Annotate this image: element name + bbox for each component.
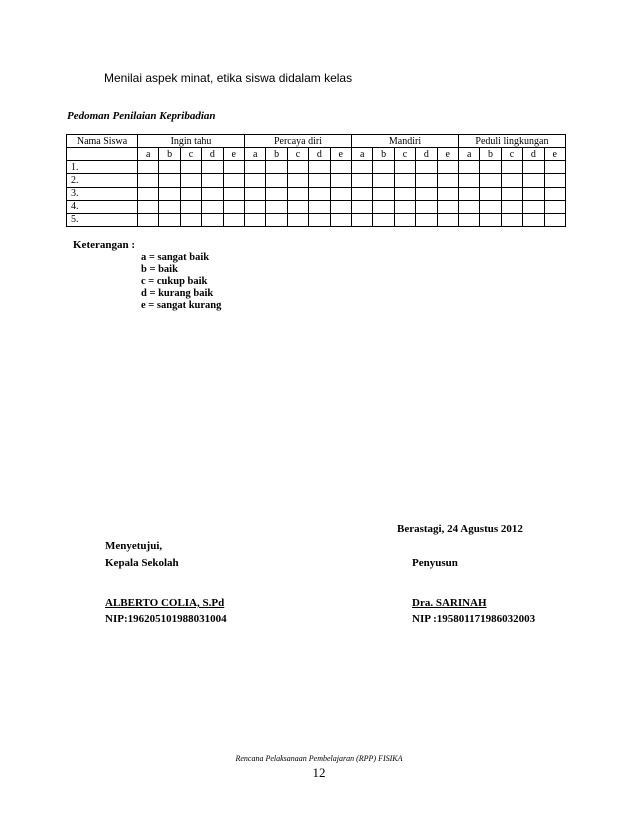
score-cell bbox=[159, 161, 180, 174]
score-cell bbox=[309, 213, 330, 226]
score-cell bbox=[523, 200, 544, 213]
score-cell bbox=[202, 161, 223, 174]
student-number-cell: 2. bbox=[67, 174, 138, 187]
score-cell bbox=[202, 174, 223, 187]
score-cell bbox=[266, 200, 287, 213]
principal-name: ALBERTO COLIA, S.Pd bbox=[105, 597, 225, 609]
score-cell bbox=[287, 161, 308, 174]
score-cell bbox=[352, 213, 373, 226]
legend-list bbox=[141, 252, 221, 312]
score-cell bbox=[266, 161, 287, 174]
score-cell bbox=[138, 213, 159, 226]
grade-subheader: b bbox=[480, 148, 501, 161]
score-cell bbox=[458, 161, 479, 174]
table-header-row bbox=[67, 135, 566, 148]
score-cell bbox=[437, 200, 458, 213]
criteria-group-header: Mandiri bbox=[352, 135, 459, 148]
grade-subheader: b bbox=[373, 148, 394, 161]
score-cell bbox=[287, 213, 308, 226]
name-column-header: Nama Siswa bbox=[67, 135, 138, 148]
score-cell bbox=[266, 213, 287, 226]
score-cell bbox=[202, 200, 223, 213]
score-cell bbox=[458, 213, 479, 226]
score-cell bbox=[501, 200, 522, 213]
grade-subheader: d bbox=[416, 148, 437, 161]
score-cell bbox=[458, 187, 479, 200]
score-cell bbox=[330, 174, 351, 187]
grade-subheader: a bbox=[458, 148, 479, 161]
score-cell bbox=[330, 187, 351, 200]
score-cell bbox=[394, 200, 415, 213]
score-cell bbox=[309, 161, 330, 174]
score-cell bbox=[480, 174, 501, 187]
score-cell bbox=[544, 161, 565, 174]
grade-subheader: c bbox=[394, 148, 415, 161]
legend-item-b: b = baik bbox=[141, 264, 178, 275]
score-cell bbox=[544, 213, 565, 226]
score-cell bbox=[287, 187, 308, 200]
score-cell bbox=[544, 200, 565, 213]
score-cell bbox=[352, 187, 373, 200]
student-number-cell: 4. bbox=[67, 200, 138, 213]
score-cell bbox=[266, 174, 287, 187]
score-cell bbox=[458, 174, 479, 187]
criteria-group-header: Percaya diri bbox=[244, 135, 351, 148]
student-number-cell: 1. bbox=[67, 161, 138, 174]
score-cell bbox=[480, 213, 501, 226]
page-number: 12 bbox=[312, 765, 326, 780]
score-cell bbox=[330, 161, 351, 174]
score-cell bbox=[373, 161, 394, 174]
score-cell bbox=[180, 187, 201, 200]
grade-subheader: a bbox=[138, 148, 159, 161]
legend-item-a: a = sangat baik bbox=[141, 252, 210, 263]
place-date: Berastagi, 24 Agustus 2012 bbox=[397, 523, 523, 535]
author-role: Penyusun bbox=[412, 557, 458, 569]
score-cell bbox=[437, 161, 458, 174]
score-cell bbox=[202, 187, 223, 200]
score-cell bbox=[480, 200, 501, 213]
score-cell bbox=[394, 161, 415, 174]
approve-label: Menyetujui, bbox=[105, 540, 163, 552]
grade-subheader: c bbox=[287, 148, 308, 161]
author-nip: NIP :195801171986032003 bbox=[412, 613, 536, 625]
score-cell bbox=[287, 174, 308, 187]
score-cell bbox=[416, 174, 437, 187]
score-cell bbox=[501, 174, 522, 187]
table-subheader-row bbox=[67, 148, 566, 161]
score-cell bbox=[309, 200, 330, 213]
grade-subheader: e bbox=[437, 148, 458, 161]
score-cell bbox=[352, 161, 373, 174]
score-cell bbox=[223, 161, 244, 174]
score-cell bbox=[523, 161, 544, 174]
score-cell bbox=[223, 174, 244, 187]
name-column-subheader bbox=[67, 148, 138, 161]
grade-subheader: a bbox=[244, 148, 265, 161]
score-cell bbox=[352, 174, 373, 187]
assessment-table bbox=[66, 134, 566, 227]
score-cell bbox=[458, 200, 479, 213]
legend-item-c: c = cukup baik bbox=[141, 276, 208, 287]
table-row bbox=[67, 174, 566, 187]
grade-subheader: e bbox=[544, 148, 565, 161]
score-cell bbox=[373, 200, 394, 213]
grade-subheader: d bbox=[523, 148, 544, 161]
legend-title: Keterangan : bbox=[73, 239, 136, 251]
score-cell bbox=[309, 174, 330, 187]
score-cell bbox=[266, 187, 287, 200]
score-cell bbox=[480, 187, 501, 200]
score-cell bbox=[523, 187, 544, 200]
legend-item-d: d = kurang baik bbox=[141, 288, 214, 299]
student-number-cell: 3. bbox=[67, 187, 138, 200]
score-cell bbox=[373, 187, 394, 200]
score-cell bbox=[437, 213, 458, 226]
score-cell bbox=[180, 200, 201, 213]
score-cell bbox=[394, 187, 415, 200]
score-cell bbox=[180, 213, 201, 226]
score-cell bbox=[416, 187, 437, 200]
score-cell bbox=[352, 200, 373, 213]
grade-subheader: c bbox=[501, 148, 522, 161]
principal-nip: NIP:196205101988031004 bbox=[105, 613, 227, 625]
score-cell bbox=[416, 161, 437, 174]
score-cell bbox=[223, 187, 244, 200]
grade-subheader: e bbox=[223, 148, 244, 161]
criteria-group-header: Peduli lingkungan bbox=[458, 135, 565, 148]
score-cell bbox=[138, 187, 159, 200]
score-cell bbox=[309, 187, 330, 200]
score-cell bbox=[244, 161, 265, 174]
score-cell bbox=[523, 174, 544, 187]
grade-subheader: a bbox=[352, 148, 373, 161]
score-cell bbox=[394, 174, 415, 187]
score-cell bbox=[180, 161, 201, 174]
score-cell bbox=[159, 174, 180, 187]
table-row bbox=[67, 187, 566, 200]
score-cell bbox=[180, 174, 201, 187]
score-cell bbox=[244, 187, 265, 200]
score-cell bbox=[244, 200, 265, 213]
score-cell bbox=[159, 200, 180, 213]
principal-role: Kepala Sekolah bbox=[105, 557, 179, 569]
author-name: Dra. SARINAH bbox=[412, 597, 487, 609]
score-cell bbox=[394, 213, 415, 226]
score-cell bbox=[501, 161, 522, 174]
score-cell bbox=[223, 213, 244, 226]
table-row bbox=[67, 200, 566, 213]
table-row bbox=[67, 213, 566, 226]
score-cell bbox=[244, 213, 265, 226]
score-cell bbox=[223, 200, 244, 213]
score-cell bbox=[287, 200, 308, 213]
score-cell bbox=[480, 161, 501, 174]
grade-subheader: b bbox=[266, 148, 287, 161]
score-cell bbox=[159, 187, 180, 200]
intro-text: Menilai aspek minat, etika siswa didalam kelas bbox=[104, 71, 353, 85]
student-number-cell: 5. bbox=[67, 213, 138, 226]
score-cell bbox=[523, 213, 544, 226]
grade-subheader: e bbox=[330, 148, 351, 161]
score-cell bbox=[138, 200, 159, 213]
score-cell bbox=[373, 213, 394, 226]
score-cell bbox=[416, 213, 437, 226]
score-cell bbox=[330, 200, 351, 213]
score-cell bbox=[373, 174, 394, 187]
score-cell bbox=[416, 200, 437, 213]
table-row bbox=[67, 161, 566, 174]
score-cell bbox=[138, 161, 159, 174]
grade-subheader: d bbox=[309, 148, 330, 161]
score-cell bbox=[330, 213, 351, 226]
section-heading: Pedoman Penilaian Kepribadian bbox=[67, 110, 216, 122]
criteria-group-header: Ingin tahu bbox=[138, 135, 245, 148]
score-cell bbox=[501, 187, 522, 200]
score-cell bbox=[544, 187, 565, 200]
score-cell bbox=[138, 174, 159, 187]
score-cell bbox=[244, 174, 265, 187]
score-cell bbox=[544, 174, 565, 187]
grade-subheader: c bbox=[180, 148, 201, 161]
score-cell bbox=[437, 174, 458, 187]
score-cell bbox=[202, 213, 223, 226]
legend-item-e: e = sangat kurang bbox=[141, 300, 222, 311]
score-cell bbox=[159, 213, 180, 226]
score-cell bbox=[501, 213, 522, 226]
footer-doc-title: Rencana Pelaksanaan Pembelajaran (RPP) FISIKA bbox=[235, 754, 403, 763]
grade-subheader: d bbox=[202, 148, 223, 161]
grade-subheader: b bbox=[159, 148, 180, 161]
score-cell bbox=[437, 187, 458, 200]
